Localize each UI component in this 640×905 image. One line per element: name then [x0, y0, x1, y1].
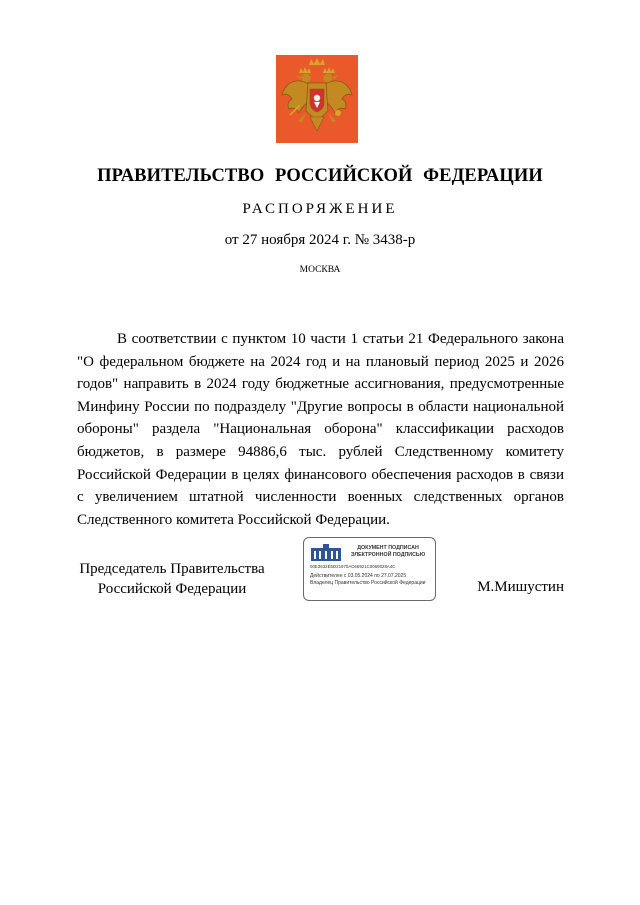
government-building-icon	[311, 544, 341, 561]
government-title: ПРАВИТЕЛЬСТВО РОССИЙСКОЙ ФЕДЕРАЦИИ	[97, 166, 543, 186]
esign-heading	[342, 545, 434, 559]
signer-title-line1: Председатель Правительства	[79, 561, 265, 577]
order-paragraph: В соответствии с пунктом 10 части 1 статьи 21 Федерального закона "О федеральном бюджете на 2024 год и на плановый период 2025 и 2026 годов" направить в 2024 году бюджетные ассигнования, предусмотренные Минфину России по подразделу "Другие вопросы в области национальной обороны" раздела "Национальная оборона" классификации расходов бюджетов, в размере 94886,6 тыс. рублей Следственному комитету Российской Федерации в целях финансового обеспечения расходов в связи с увеличением штатной численности военных следственных органов Следственного комитета Российской Федерации.	[77, 331, 564, 528]
emblem-russian-coat-of-arms-icon	[276, 55, 358, 143]
esign-owner: Владелец Правительство Российской Федерации	[310, 580, 426, 586]
signer-title-line2: Российской Федерации	[97, 581, 247, 597]
esign-validity: Действителен с 03.05.2024 по 27.07.2025	[310, 573, 407, 579]
esign-heading-line2: ЭЛЕКТРОННОЙ ПОДПИСЬЮ	[350, 552, 426, 558]
document-date-number: от 27 ноября 2024 г. № 3438-р	[224, 232, 416, 248]
document-type: РАСПОРЯЖЕНИЕ	[242, 201, 398, 217]
signer-title	[77, 559, 267, 599]
signer-name: М.Мишустин	[477, 579, 564, 595]
esign-heading-line1: ДОКУМЕНТ ПОДПИСАН	[357, 545, 419, 551]
electronic-signature-stamp	[303, 537, 436, 601]
document-city: МОСКВА	[299, 265, 341, 275]
esign-certificate-number: 00E3632E6D21970AC66921C0069028A4C	[310, 564, 396, 569]
